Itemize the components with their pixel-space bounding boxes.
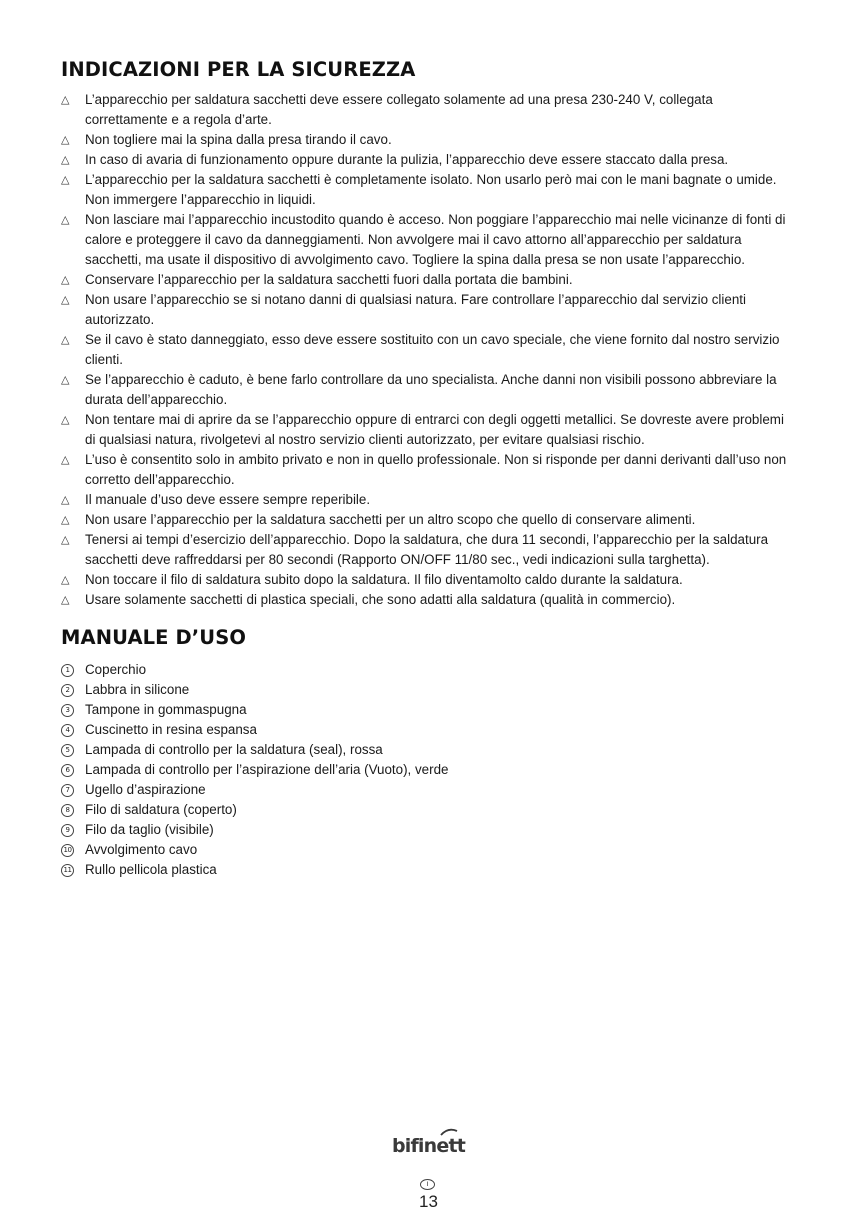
part-number-badge: 8 xyxy=(61,804,74,817)
part-number-badge: 4 xyxy=(61,724,74,737)
part-label: Avvolgimento cavo xyxy=(85,842,198,857)
safety-item-text: Il manuale d’uso deve essere sempre reperibile. xyxy=(85,492,371,507)
part-item xyxy=(61,820,796,840)
part-number-badge: 10 xyxy=(61,844,74,857)
safety-item xyxy=(61,410,796,450)
warning-triangle-icon: △ xyxy=(61,373,70,386)
parts-list xyxy=(61,660,796,880)
part-item xyxy=(61,800,796,820)
safety-heading: INDICAZIONI PER LA SICUREZZA xyxy=(61,58,416,81)
brand-logo: bifinett xyxy=(391,1135,466,1157)
part-number-badge: 1 xyxy=(61,664,74,677)
warning-triangle-icon: △ xyxy=(61,593,70,606)
part-label: Lampada di controllo per l’aspirazione dell’aria (Vuoto), verde xyxy=(85,762,449,777)
part-label: Lampada di controllo per la saldatura (seal), rossa xyxy=(85,742,383,757)
warning-triangle-icon: △ xyxy=(61,293,70,306)
safety-item xyxy=(61,270,796,290)
part-item xyxy=(61,860,796,880)
warning-triangle-icon: △ xyxy=(61,493,70,506)
part-label: Labbra in silicone xyxy=(85,682,190,697)
part-number-badge: 2 xyxy=(61,684,74,697)
safety-item-text: L’uso è consentito solo in ambito privato e non in quello professionale. Non si risponde per danni derivanti dall’uso non corretto dell’apparecchio. xyxy=(85,452,787,487)
safety-item-text: Se l’apparecchio è caduto, è bene farlo controllare da uno specialista. Anche danni non visibili possono abbreviare la durata dell’apparecchio. xyxy=(85,372,777,407)
safety-item xyxy=(61,590,796,610)
safety-item xyxy=(61,510,796,530)
part-label: Coperchio xyxy=(85,662,147,677)
part-item xyxy=(61,720,796,740)
safety-item xyxy=(61,330,796,370)
safety-item-text: Tenersi ai tempi d’esercizio dell’apparecchio. Dopo la saldatura, che dura 11 secondi, l’apparecchio per la saldatura sacchetti deve raffreddarsi per 80 secondi (Rapporto ON/OFF 11/80 sec., vedi indicazioni sulla targhetta). xyxy=(85,532,769,567)
part-number-badge: 5 xyxy=(61,744,74,757)
part-item xyxy=(61,780,796,800)
part-number-badge: 6 xyxy=(61,764,74,777)
part-item xyxy=(61,660,796,680)
safety-item xyxy=(61,530,796,570)
part-item xyxy=(61,700,796,720)
safety-item xyxy=(61,290,796,330)
safety-item xyxy=(61,570,796,590)
part-label: Ugello d’aspirazione xyxy=(85,782,206,797)
safety-item xyxy=(61,370,796,410)
part-number-badge: 3 xyxy=(61,704,74,717)
safety-item xyxy=(61,90,796,130)
safety-item-text: Non lasciare mai l’apparecchio incustodito quando è acceso. Non poggiare l’apparecchio mai nelle vicinanze di fonti di calore e proteggere il cavo da danneggiamenti. Non avvolgere mai il cavo attorno all’apparecchio per saldatura sacchetti, ma usate il dispositivo di avvolgimento cavo. Togliere la spina dalla presa se non usate l’apparecchio. xyxy=(85,212,786,267)
safety-item-text: Conservare l’apparecchio per la saldatura sacchetti fuori dalla portata die bambini. xyxy=(85,272,573,287)
safety-item-text: Non usare l’apparecchio per la saldatura sacchetti per un altro scopo che quello di conservare alimenti. xyxy=(85,512,696,527)
document-page xyxy=(61,58,796,880)
safety-item-text: In caso di avaria di funzionamento oppure durante la pulizia, l’apparecchio deve essere staccato dalla presa. xyxy=(85,152,729,167)
safety-item-text: L’apparecchio per saldatura sacchetti deve essere collegato solamente ad una presa 230-240 V, collegata correttamente e a regola d’arte. xyxy=(85,92,713,127)
warning-triangle-icon: △ xyxy=(61,153,70,166)
manual-heading: MANUALE D’USO xyxy=(61,626,247,649)
warning-triangle-icon: △ xyxy=(61,533,70,546)
safety-item-text: Non usare l’apparecchio se si notano danni di qualsiasi natura. Fare controllare l’apparecchio dal servizio clienti autorizzato. xyxy=(85,292,746,327)
safety-item-text: Non tentare mai di aprire da se l’apparecchio oppure di entrarci con degli oggetti metallici. Se dovreste avere problemi di qualsiasi natura, rivolgetevi al nostro servizio clienti autorizzato, per evitare qualsiasi rischio. xyxy=(85,412,784,447)
safety-list xyxy=(61,90,796,610)
safety-item xyxy=(61,170,796,210)
part-item xyxy=(61,680,796,700)
part-label: Tampone in gommaspugna xyxy=(85,702,247,717)
warning-triangle-icon: △ xyxy=(61,513,70,526)
safety-item xyxy=(61,490,796,510)
language-badge: I xyxy=(420,1179,435,1190)
safety-item-text: Se il cavo è stato danneggiato, esso deve essere sostituito con un cavo speciale, che viene fornito dal nostro servizio clienti. xyxy=(85,332,780,367)
warning-triangle-icon: △ xyxy=(61,573,70,586)
part-number-badge: 11 xyxy=(61,864,74,877)
part-item xyxy=(61,740,796,760)
part-label: Cuscinetto in resina espansa xyxy=(85,722,257,737)
safety-item-text: Usare solamente sacchetti di plastica speciali, che sono adatti alla saldatura (qualità in commercio). xyxy=(85,592,676,607)
warning-triangle-icon: △ xyxy=(61,213,70,226)
part-label: Rullo pellicola plastica xyxy=(85,862,217,877)
part-number-badge: 9 xyxy=(61,824,74,837)
warning-triangle-icon: △ xyxy=(61,333,70,346)
warning-triangle-icon: △ xyxy=(61,413,70,426)
part-item xyxy=(61,760,796,780)
safety-item-text: Non toccare il filo di saldatura subito dopo la saldatura. Il filo diventamolto caldo durante la saldatura. xyxy=(85,572,683,587)
page-number: 13 xyxy=(419,1192,438,1211)
part-item xyxy=(61,840,796,860)
warning-triangle-icon: △ xyxy=(61,273,70,286)
warning-triangle-icon: △ xyxy=(61,173,70,186)
part-label: Filo da taglio (visibile) xyxy=(85,822,214,837)
safety-item-text: L’apparecchio per la saldatura sacchetti è completamente isolato. Non usarlo però mai con le mani bagnate o umide. Non immergere l’apparecchio in liquidi. xyxy=(85,172,777,207)
safety-item xyxy=(61,150,796,170)
warning-triangle-icon: △ xyxy=(61,133,70,146)
safety-item-text: Non togliere mai la spina dalla presa tirando il cavo. xyxy=(85,132,392,147)
safety-item xyxy=(61,210,796,270)
safety-item xyxy=(61,450,796,490)
part-number-badge: 7 xyxy=(61,784,74,797)
safety-item xyxy=(61,130,796,150)
part-label: Filo di saldatura (coperto) xyxy=(85,802,237,817)
warning-triangle-icon: △ xyxy=(61,93,70,106)
warning-triangle-icon: △ xyxy=(61,453,70,466)
